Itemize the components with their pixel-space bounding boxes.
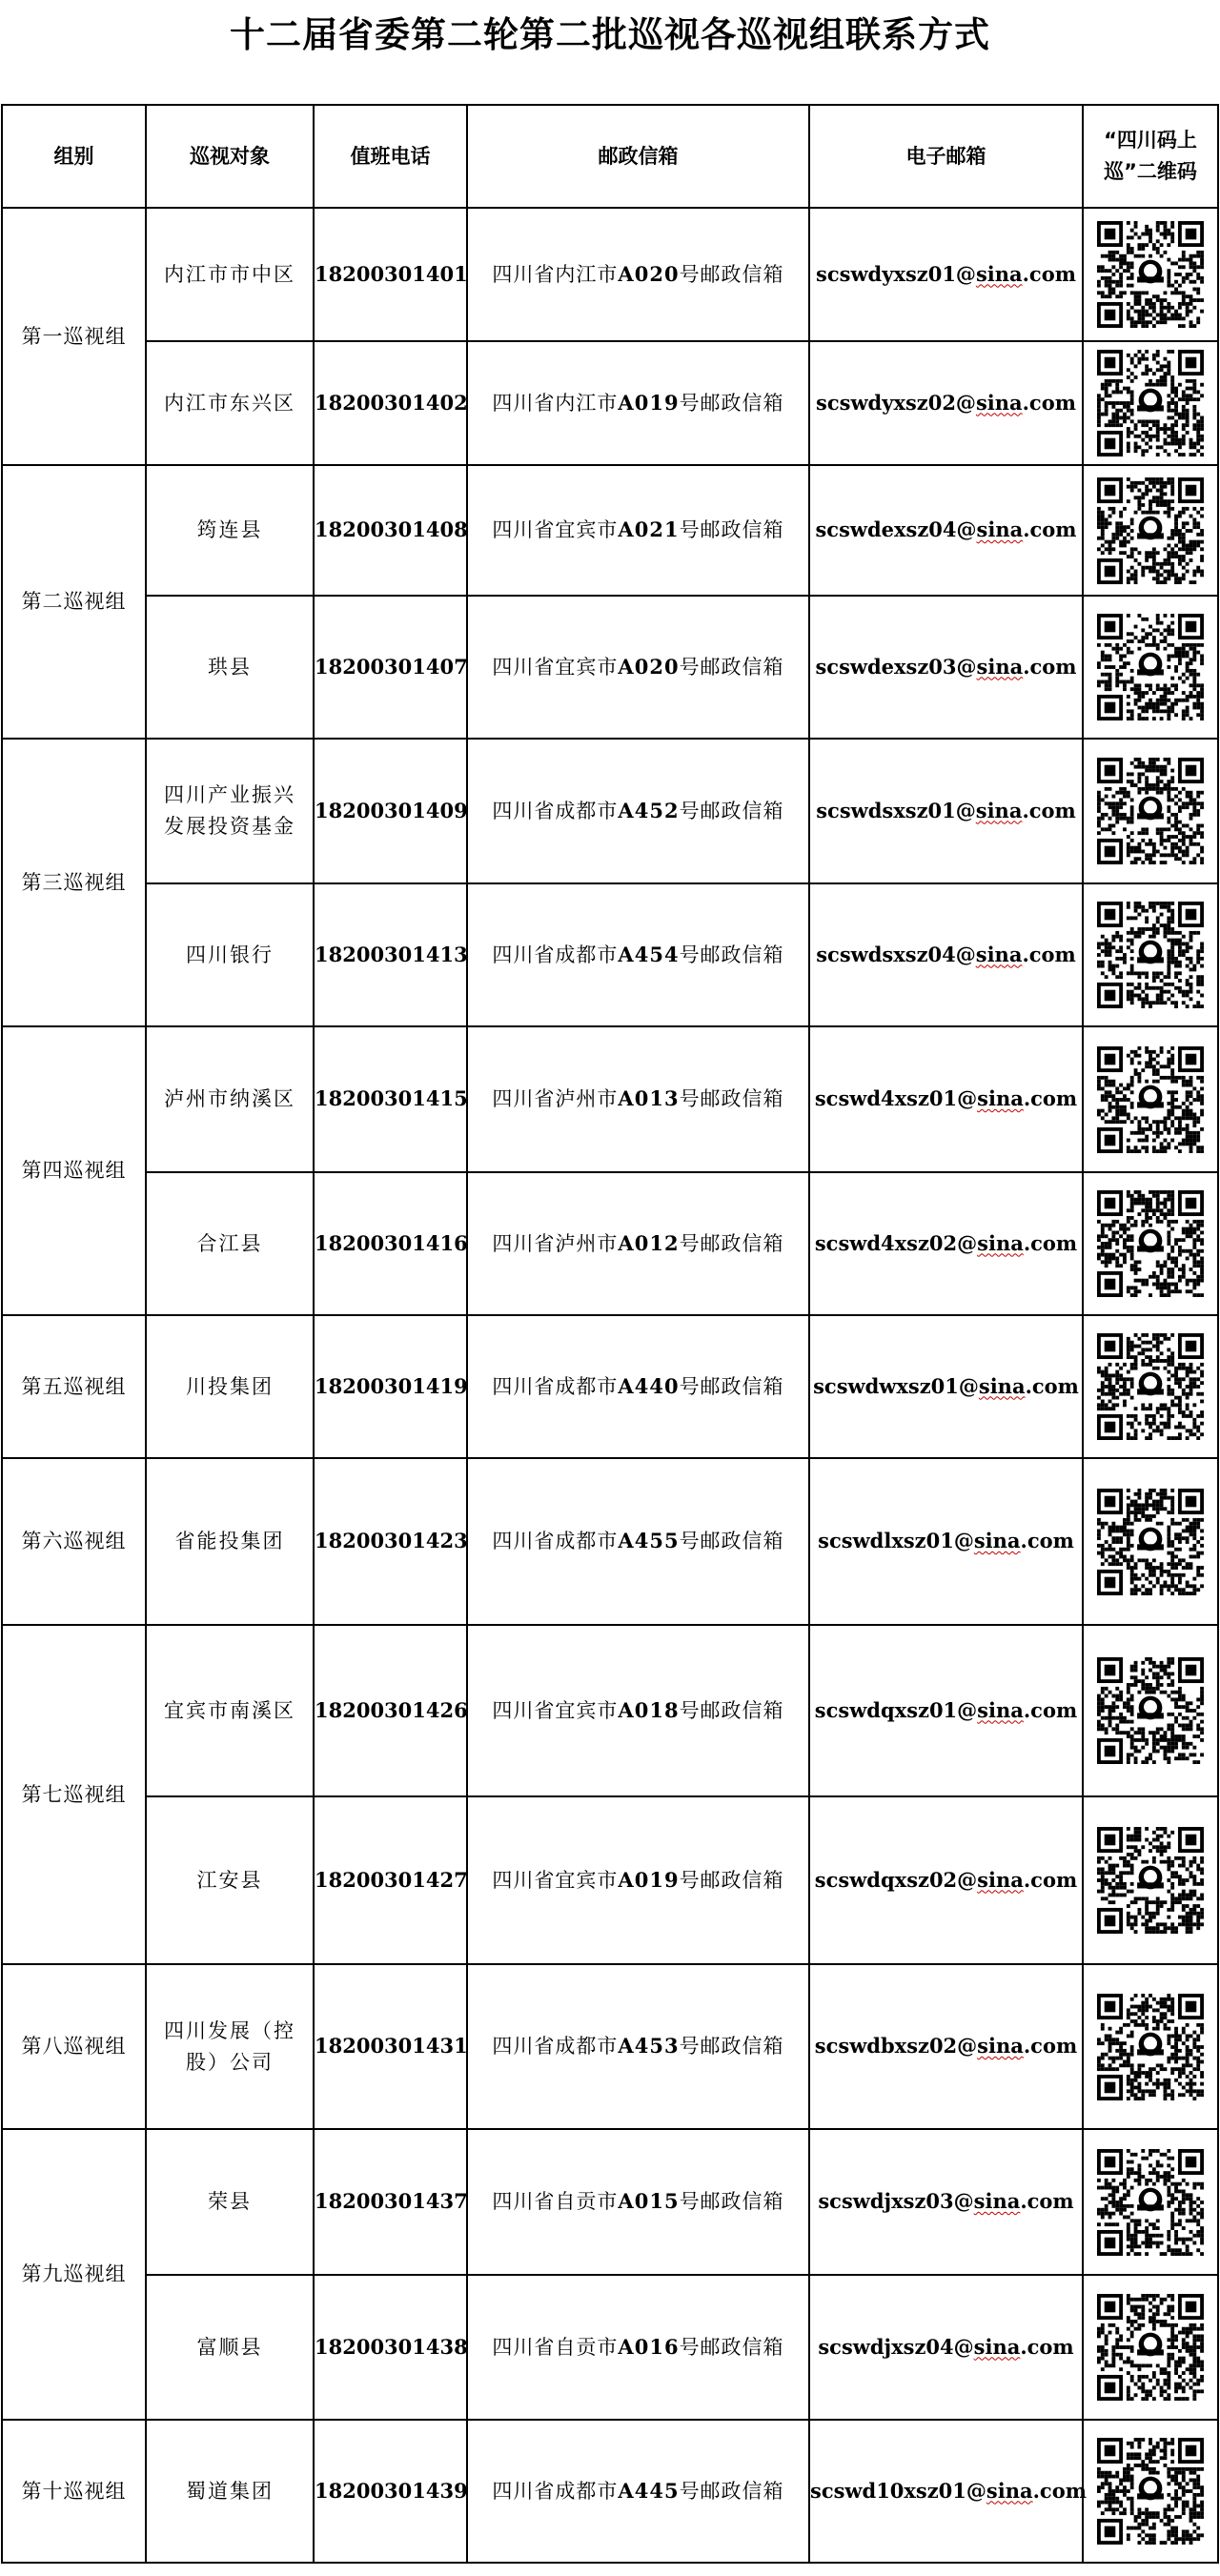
mailbox-code: A012: [618, 1230, 680, 1255]
email-tld: .com: [1025, 1373, 1079, 1398]
inspection-target: 内江市市中区: [146, 208, 314, 341]
email-domain: sina: [977, 1697, 1024, 1722]
duty-phone: 18200301413: [314, 883, 467, 1026]
mailbox-region: 四川省宜宾市: [492, 1868, 619, 1892]
page-title: 十二届省委第二轮第二批巡视各巡视组联系方式: [230, 14, 990, 55]
email-domain: sina: [977, 1867, 1024, 1892]
email-user: scswdexsz04@: [815, 517, 977, 542]
email-domain: sina: [976, 654, 1024, 679]
qr-cell: [1083, 2129, 1218, 2275]
mailbox-code: A020: [618, 654, 680, 679]
qr-cell: [1083, 2420, 1218, 2563]
duty-phone: 18200301439: [314, 2420, 467, 2563]
email-user: scswdqxsz02@: [814, 1867, 978, 1892]
qr-code-icon[interactable]: [1097, 614, 1204, 720]
qr-code-icon[interactable]: [1097, 2149, 1204, 2256]
qr-code-icon[interactable]: [1097, 2294, 1204, 2401]
header-group: 组别: [2, 105, 146, 208]
qr-code-icon[interactable]: [1097, 1827, 1204, 1934]
email-address[interactable]: [809, 2420, 1087, 2563]
table-row: [2, 1315, 1218, 1458]
duty-phone: 18200301416: [314, 1172, 467, 1315]
qr-code-icon[interactable]: [1097, 1657, 1204, 1764]
email-user: scswd4xsz01@: [814, 1086, 978, 1111]
postal-mailbox: [467, 1026, 809, 1172]
mailbox-code: A015: [618, 2189, 680, 2214]
mailbox-code: A455: [618, 1529, 680, 1553]
postal-mailbox: [467, 465, 809, 596]
table-row: [2, 883, 1218, 1026]
inspection-target: 泸州市纳溪区: [146, 1026, 314, 1172]
qr-cell: [1083, 341, 1218, 465]
mailbox-code: A018: [618, 1697, 680, 1722]
email-domain: sina: [977, 1230, 1024, 1255]
email-user: scswdsxsz01@: [816, 798, 976, 822]
email-address[interactable]: [809, 2275, 1083, 2420]
email-address[interactable]: [809, 1026, 1083, 1172]
mailbox-suffix: 号邮政信箱: [679, 262, 784, 286]
email-domain: sina: [973, 1529, 1021, 1553]
table-row: [2, 1172, 1218, 1315]
email-user: scswdbxsz02@: [814, 2034, 978, 2059]
duty-phone: 18200301427: [314, 1796, 467, 1964]
postal-mailbox: [467, 596, 809, 739]
duty-phone: 18200301402: [314, 341, 467, 465]
email-user: scswdjxsz04@: [818, 2334, 974, 2359]
postal-mailbox: [467, 1315, 809, 1458]
qr-code-icon[interactable]: [1097, 1489, 1204, 1595]
email-domain: sina: [976, 517, 1024, 542]
duty-phone: 18200301415: [314, 1026, 467, 1172]
postal-mailbox: [467, 883, 809, 1026]
email-domain: sina: [977, 1086, 1024, 1111]
inspection-target: 江安县: [146, 1796, 314, 1964]
postal-mailbox: [467, 1796, 809, 1964]
email-user: scswdqxsz01@: [814, 1697, 978, 1722]
email-user: scswdsxsz04@: [816, 942, 976, 966]
qr-cell: [1083, 1625, 1218, 1796]
inspection-target: 四川发展（控股）公司: [146, 1964, 314, 2129]
header-target: 巡视对象: [146, 105, 314, 208]
mailbox-suffix: 号邮政信箱: [679, 2479, 784, 2503]
email-domain: sina: [975, 390, 1023, 415]
mailbox-code: A016: [618, 2334, 680, 2359]
qr-code-icon[interactable]: [1097, 758, 1204, 864]
table-row: [2, 208, 1218, 341]
table-row: [2, 596, 1218, 739]
table-header-row: [2, 105, 1218, 208]
email-address[interactable]: [809, 1172, 1083, 1315]
qr-code-icon[interactable]: [1097, 902, 1204, 1008]
qr-cell: [1083, 1964, 1218, 2129]
email-user: scswdyxsz01@: [816, 261, 976, 286]
email-address[interactable]: [809, 208, 1083, 341]
mailbox-region: 四川省宜宾市: [492, 655, 619, 679]
email-domain: sina: [977, 2034, 1024, 2059]
inspection-target: 荣县: [146, 2129, 314, 2275]
email-domain: sina: [973, 2189, 1021, 2214]
postal-mailbox: [467, 341, 809, 465]
email-tld: .com: [1023, 517, 1077, 542]
email-address[interactable]: [809, 1625, 1083, 1796]
mailbox-suffix: 号邮政信箱: [679, 1868, 784, 1892]
table-row: [2, 2129, 1218, 2275]
postal-mailbox: [467, 2275, 809, 2420]
mailbox-region: 四川省成都市: [492, 2479, 619, 2503]
email-tld: .com: [1020, 1529, 1074, 1553]
group-name: 第四巡视组: [2, 1026, 146, 1315]
postal-mailbox: [467, 1964, 809, 2129]
email-address[interactable]: [809, 883, 1083, 1026]
inspection-target: 四川银行: [146, 883, 314, 1026]
inspection-target: 四川产业振兴发展投资基金: [146, 739, 314, 883]
mailbox-region: 四川省泸州市: [492, 1231, 619, 1255]
email-tld: .com: [1023, 1867, 1078, 1892]
email-address[interactable]: [809, 341, 1083, 465]
mailbox-suffix: 号邮政信箱: [679, 1374, 784, 1398]
mailbox-code: A020: [618, 261, 680, 286]
table-row: [2, 1964, 1218, 2129]
email-user: scswdjxsz03@: [818, 2189, 974, 2214]
mailbox-region: 四川省成都市: [492, 1530, 619, 1553]
table-row: [2, 1458, 1218, 1625]
table-row: [2, 341, 1218, 465]
header-email: 电子邮箱: [809, 105, 1083, 208]
qr-code-icon[interactable]: [1097, 1994, 1204, 2100]
table-row: [2, 1625, 1218, 1796]
mailbox-suffix: 号邮政信箱: [679, 2190, 784, 2214]
mailbox-code: A019: [618, 1867, 680, 1892]
group-name: 第三巡视组: [2, 739, 146, 1026]
email-tld: .com: [1023, 2034, 1078, 2059]
email-tld: .com: [1023, 1697, 1078, 1722]
mailbox-suffix: 号邮政信箱: [679, 391, 784, 415]
table-row: [2, 2275, 1218, 2420]
mailbox-suffix: 号邮政信箱: [679, 2335, 784, 2359]
header-phone: 值班电话: [314, 105, 467, 208]
postal-mailbox: [467, 2129, 809, 2275]
header-qr: “四川码上巡”二维码: [1083, 105, 1218, 208]
qr-code-icon[interactable]: [1097, 1046, 1204, 1153]
email-user: scswd4xsz02@: [814, 1230, 978, 1255]
email-tld: .com: [1023, 654, 1077, 679]
table-row: [2, 2420, 1218, 2563]
group-name: 第八巡视组: [2, 1964, 146, 2129]
header-mail: 邮政信箱: [467, 105, 809, 208]
email-domain: sina: [975, 261, 1023, 286]
email-user: scswdyxsz02@: [816, 390, 976, 415]
table-body: [2, 208, 1218, 2563]
qr-cell: [1083, 1315, 1218, 1458]
mailbox-region: 四川省自贡市: [492, 2190, 619, 2214]
qr-cell: [1083, 596, 1218, 739]
email-user: scswdexsz03@: [815, 654, 977, 679]
email-tld: .com: [1022, 798, 1076, 822]
qr-cell: [1083, 208, 1218, 341]
postal-mailbox: [467, 2420, 809, 2563]
inspection-target: 合江县: [146, 1172, 314, 1315]
mailbox-code: A453: [618, 2034, 680, 2059]
qr-code-icon[interactable]: [1097, 1333, 1204, 1440]
email-tld: .com: [1032, 2478, 1087, 2503]
mailbox-code: A019: [618, 390, 680, 415]
email-tld: .com: [1022, 942, 1076, 966]
postal-mailbox: [467, 739, 809, 883]
qr-cell: [1083, 1172, 1218, 1315]
mailbox-suffix: 号邮政信箱: [679, 2035, 784, 2059]
postal-mailbox: [467, 1458, 809, 1625]
mailbox-code: A021: [618, 517, 680, 542]
mailbox-region: 四川省成都市: [492, 2035, 619, 2059]
qr-cell: [1083, 465, 1218, 596]
table-row: [2, 1796, 1218, 1964]
table-row: [2, 1026, 1218, 1172]
qr-code-icon[interactable]: [1097, 1190, 1204, 1297]
email-address[interactable]: [809, 1796, 1083, 1964]
email-tld: .com: [1020, 2189, 1074, 2214]
email-tld: .com: [1022, 390, 1076, 415]
mailbox-region: 四川省泸州市: [492, 1087, 619, 1111]
email-address[interactable]: [809, 465, 1083, 596]
qr-cell: [1083, 1026, 1218, 1172]
email-tld: .com: [1023, 1086, 1078, 1111]
mailbox-suffix: 号邮政信箱: [679, 1698, 784, 1722]
qr-cell: [1083, 883, 1218, 1026]
inspection-target: 川投集团: [146, 1315, 314, 1458]
mailbox-suffix: 号邮政信箱: [679, 518, 784, 542]
mailbox-suffix: 号邮政信箱: [679, 943, 784, 966]
postal-mailbox: [467, 208, 809, 341]
mailbox-region: 四川省宜宾市: [492, 1698, 619, 1722]
inspection-target: 宜宾市南溪区: [146, 1625, 314, 1796]
email-user: scswdlxsz01@: [818, 1529, 974, 1553]
email-domain: sina: [975, 942, 1023, 966]
mailbox-region: 四川省成都市: [492, 1374, 619, 1398]
mailbox-suffix: 号邮政信箱: [679, 1087, 784, 1111]
duty-phone: 18200301419: [314, 1315, 467, 1458]
email-domain: sina: [978, 1373, 1026, 1398]
mailbox-suffix: 号邮政信箱: [679, 1530, 784, 1553]
duty-phone: 18200301408: [314, 465, 467, 596]
mailbox-region: 四川省自贡市: [492, 2335, 619, 2359]
group-name: 第一巡视组: [2, 208, 146, 465]
duty-phone: 18200301431: [314, 1964, 467, 2129]
email-address[interactable]: [809, 1964, 1083, 2129]
group-name: 第二巡视组: [2, 465, 146, 739]
duty-phone: 18200301407: [314, 596, 467, 739]
email-address[interactable]: [809, 1315, 1083, 1458]
mailbox-region: 四川省宜宾市: [492, 518, 619, 542]
mailbox-suffix: 号邮政信箱: [679, 655, 784, 679]
inspection-target: 筠连县: [146, 465, 314, 596]
group-name: 第十巡视组: [2, 2420, 146, 2563]
email-tld: .com: [1020, 2334, 1074, 2359]
email-user: scswdwxsz01@: [813, 1373, 979, 1398]
qr-cell: [1083, 739, 1218, 883]
mailbox-suffix: 号邮政信箱: [679, 799, 784, 822]
mailbox-region: 四川省成都市: [492, 799, 619, 822]
qr-cell: [1083, 1458, 1218, 1625]
duty-phone: 18200301423: [314, 1458, 467, 1625]
duty-phone: 18200301426: [314, 1625, 467, 1796]
postal-mailbox: [467, 1625, 809, 1796]
email-user: scswd10xsz01@: [810, 2478, 986, 2503]
qr-code-icon[interactable]: [1097, 2438, 1204, 2545]
contact-table: [1, 104, 1219, 2564]
inspection-target: 珙县: [146, 596, 314, 739]
group-name: 第七巡视组: [2, 1625, 146, 1964]
duty-phone: 18200301438: [314, 2275, 467, 2420]
qr-code-icon[interactable]: [1097, 221, 1204, 328]
mailbox-code: A454: [618, 942, 680, 966]
mailbox-code: A440: [618, 1373, 680, 1398]
mailbox-suffix: 号邮政信箱: [679, 1231, 784, 1255]
inspection-target: 内江市东兴区: [146, 341, 314, 465]
mailbox-region: 四川省内江市: [492, 391, 619, 415]
email-address[interactable]: [809, 739, 1083, 883]
email-address[interactable]: [809, 1458, 1083, 1625]
email-domain: sina: [975, 798, 1023, 822]
email-domain: sina: [973, 2334, 1021, 2359]
group-name: 第九巡视组: [2, 2129, 146, 2420]
inspection-target: 省能投集团: [146, 1458, 314, 1625]
email-tld: .com: [1023, 1230, 1078, 1255]
mailbox-region: 四川省内江市: [492, 262, 619, 286]
qr-cell: [1083, 1796, 1218, 1964]
email-tld: .com: [1022, 261, 1076, 286]
qr-cell: [1083, 2275, 1218, 2420]
mailbox-code: A013: [618, 1086, 680, 1111]
email-domain: sina: [986, 2478, 1033, 2503]
table-row: [2, 465, 1218, 596]
mailbox-code: A445: [618, 2478, 680, 2503]
duty-phone: 18200301437: [314, 2129, 467, 2275]
qr-code-icon[interactable]: [1097, 350, 1204, 456]
email-address[interactable]: [809, 2129, 1083, 2275]
group-name: 第五巡视组: [2, 1315, 146, 1458]
mailbox-region: 四川省成都市: [492, 943, 619, 966]
qr-code-icon[interactable]: [1097, 477, 1204, 584]
table-row: [2, 739, 1218, 883]
mailbox-code: A452: [618, 798, 680, 822]
duty-phone: 18200301401: [314, 208, 467, 341]
inspection-target: 富顺县: [146, 2275, 314, 2420]
duty-phone: 18200301409: [314, 739, 467, 883]
inspection-target: 蜀道集团: [146, 2420, 314, 2563]
group-name: 第六巡视组: [2, 1458, 146, 1625]
postal-mailbox: [467, 1172, 809, 1315]
email-address[interactable]: [809, 596, 1083, 739]
